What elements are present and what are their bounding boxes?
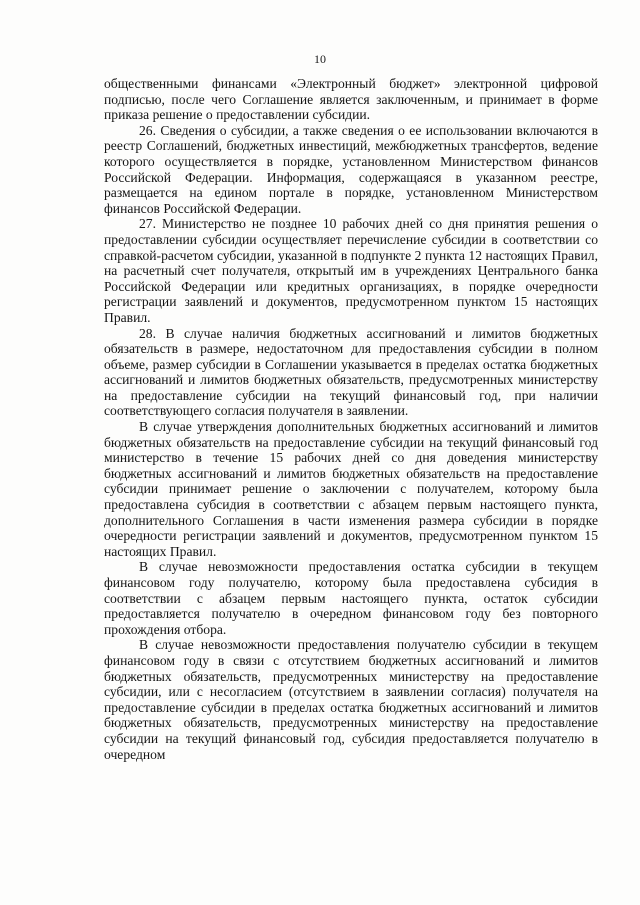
paragraph-26: 26. Сведения о субсидии, а также сведения о ее использовании включаются в реестр Соглашений, бюджетных инвестиций, межбюджетных трансфертов, ведение которого осуществляется в порядке, установленном Министерством финансов Российской Федерации. Информация, содержащаяся в указанном реестре, размещается на едином портале в порядке, установленном Министерством финансов Российской Федерации. (104, 122, 598, 216)
paragraph-continuation: общественными финансами «Электронный бюджет» электронной цифровой подписью, после чего Соглашение является заключенным, и принимает в форме приказа решение о предоставлении субсидии. (104, 76, 598, 123)
document-body (104, 76, 598, 762)
page-number: 10 (314, 52, 326, 66)
paragraph-28: 28. В случае наличия бюджетных ассигнований и лимитов бюджетных обязательств в размере, недостаточном для предоставления субсидии в полном объеме, размер субсидии в Соглашении указывается в пределах остатка бюджетных ассигнований и лимитов бюджетных обязательств, предусмотренных министерству на предоставление субсидии на текущий финансовый год, при наличии соответствующего согласия получателя в заявлении. (104, 325, 598, 419)
paragraph-27: 27. Министерство не позднее 10 рабочих дней со дня принятия решения о предоставлении субсидии осуществляет перечисление субсидии в соответствии со справкой-расчетом субсидии, указанной в подпункте 2 пункта 12 настоящих Правил, на расчетный счет получателя, открытый им в учреждениях Центрального банка Российской Федерации или кредитных организациях, в порядке очередности регистрации заявлений и документов, предусмотренном пунктом 15 настоящих Правил. (104, 216, 598, 325)
paragraph-28-additional-allocations: В случае утверждения дополнительных бюджетных ассигнований и лимитов бюджетных обязательств на предоставление субсидии на текущий финансовый год министерство в течение 15 рабочих дней со дня доведения министерству бюджетных ассигнований и лимитов бюджетных обязательств на предоставление субсидии принимает решение о заключении с получателем, которому была предоставлена субсидия в соответствии с абзацем первым настоящего пункта, дополнительного Соглашения в части изменения размера субсидии в порядке очередности регистрации заявлений и документов, предусмотренном пунктом 15 настоящих Правил. (104, 419, 598, 559)
paragraph-28-impossibility: В случае невозможности предоставления получателю субсидии в текущем финансовом году в связи с отсутствием бюджетных ассигнований и лимитов бюджетных обязательств, предусмотренных министерству на предоставление субсидии, или с несогласием (отсутствием в заявлении согласия) получателя на предоставление субсидии в пределах остатка бюджетных ассигнований и лимитов бюджетных обязательств, предусмотренных министерству на предоставление субсидии на текущий финансовый год, субсидия предоставляется получателю в очередном (104, 637, 598, 762)
paragraph-28-remainder: В случае невозможности предоставления остатка субсидии в текущем финансовом году получателю, которому была предоставлена субсидия в соответствии с абзацем первым настоящего пункта, остаток субсидии предоставляется получателю в очередном финансовом году без повторного прохождения отбора. (104, 559, 598, 637)
